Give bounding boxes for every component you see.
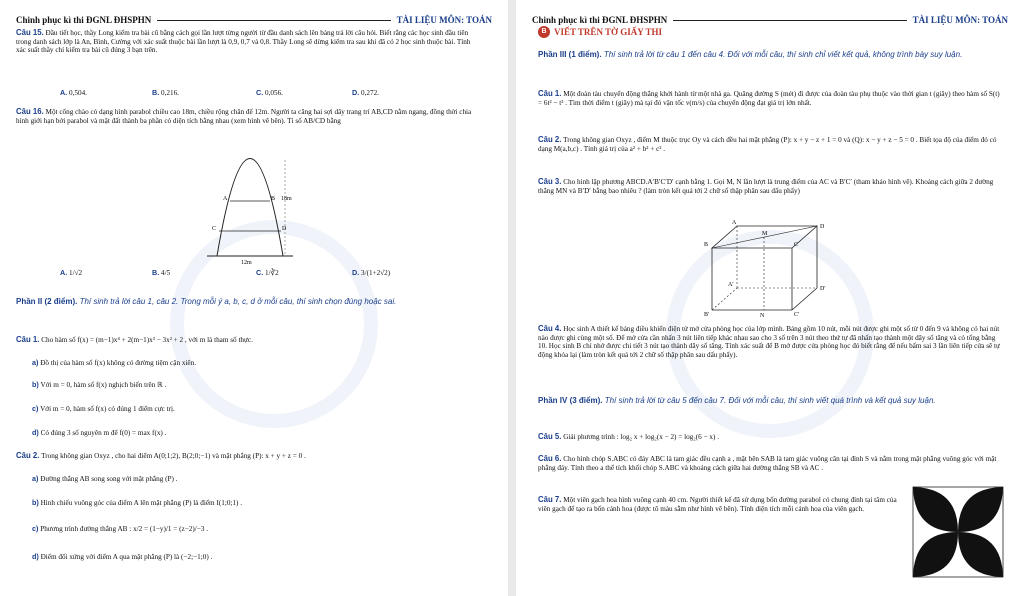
- part2-question-2: Câu 2. Trong không gian Oxyz , cho hai điểm A(0;1;2), B(2;0;−1) và mặt phẳng (P): x + y + z = 0 .: [16, 451, 306, 460]
- label-d: D: [282, 226, 287, 232]
- page-header: [16, 15, 492, 25]
- part4-question-6: Câu 6. Cho hình chóp S.ABC có đáy ABC là tam giác đều cạnh a , mặt bên SAB là tam giác vuông cân tại đỉnh S và nằm trong mặt phẳng vuông góc với mặt phẳng đáy. Tính theo a thể tích khối chóp S.ABC và khoảng cách giữa hai đường thẳng SB và AC .: [538, 454, 997, 472]
- statement-d: d) Có đúng 3 số nguyên m để f(0) = max f(x) .: [32, 428, 167, 437]
- option-d: D. 3/(1+2√2): [352, 268, 391, 277]
- label-width: 12m: [241, 260, 252, 266]
- page-left: [0, 0, 508, 596]
- label-a: A: [732, 220, 737, 226]
- section-banner: [538, 26, 662, 38]
- cube-figure: [702, 218, 832, 318]
- part3-question-2: Câu 2. Trong không gian Oxyz , điểm M thuộc trục Oy và cách đều hai mặt phẳng (P): x + y − z + 1 = 0 và (Q): x − y + z − 5 = 0 . Biết tọa độ của điểm đó có dạng M(a,b,c) . Tính giá trị của a² + b² + c² .: [538, 135, 997, 153]
- label-d1: D': [820, 286, 826, 292]
- label-height: 18m: [281, 196, 292, 202]
- label-c: C: [212, 226, 217, 232]
- statement-d: d) Điểm đối xứng với điểm A qua mặt phẳng (P) là (−2;−1;0) .: [32, 552, 213, 561]
- label-a: A: [223, 196, 228, 202]
- statement-c: c) Phương trình đường thẳng AB : x/2 = (1−y)/1 = (z−2)/−3 .: [32, 524, 209, 533]
- question-16: [16, 108, 476, 125]
- label-b: B: [271, 196, 276, 202]
- header-rule: [157, 20, 390, 21]
- header-rule: [673, 20, 906, 21]
- statement-b: b) Với m = 0, hàm số f(x) nghịch biến trên ℝ .: [32, 380, 167, 389]
- part-4-heading: Phần IV (3 điểm). Thí sinh trả lời từ câu 5 đến câu 7. Đối với mỗi câu, thí sinh viết quá trình và kết quả suy luận.: [538, 396, 936, 405]
- flower-tile-figure: [912, 486, 1004, 578]
- header-right-text: TÀI LIỆU MÔN: TOÁN: [912, 15, 1008, 25]
- label-c: C: [794, 242, 799, 248]
- label-d: D: [820, 224, 825, 230]
- statement-b: b) Hình chiếu vuông góc của điểm A lên mặt phẳng (P) là điểm I(1;0;1) .: [32, 498, 242, 507]
- option-c: C. 0,056.: [256, 88, 283, 97]
- part-2-heading: Phần II (2 điểm). Thí sinh trả lời câu 1, câu 2. Trong mỗi ý a, b, c, d ở mỗi câu, thí sinh chọn đúng hoặc sai.: [16, 297, 397, 306]
- statement-a: a) Đồ thị của hàm số f(x) không có đường tiệm cận xiên.: [32, 358, 197, 367]
- header-left-text: Chinh phục kì thi ĐGNL ĐHSPHN: [16, 15, 152, 25]
- header-right-text: TÀI LIỆU MÔN: TOÁN: [396, 15, 492, 25]
- part3-question-4: Câu 4. Học sinh A thiết kế bảng điều khiển điện tử mở cửa phòng học của lớp mình. Bảng gồm 10 nút, mỗi nút được ghi một số từ 0 đến 9 và không có hai nút nào được ghi cùng một số. Để mở cửa cần nhấn 3 nút liên tiếp khác nhau sao cho 3 số trên 3 nút theo thứ tự đã nhấn tạo thành một dãy số tăng và có tổng bằng 10. Học sinh B chỉ nhớ được chi tiết 3 nút tạo thành dãy số tăng. Tính xác suất để B mở được cửa phòng học đó biết rằng để nếu bấm sai 3 lần liên tiếp cửa sẽ tự động khóa lại (làm tròn kết quả tới 2 chữ số thập phân sau dấu phẩy).: [538, 324, 1000, 359]
- option-a: A. 0,504.: [60, 88, 87, 97]
- banner-text: VIẾT TRÊN TỜ GIẤY THI: [554, 27, 663, 37]
- label-c1: C': [794, 312, 800, 318]
- question-label: Câu 16.: [16, 107, 44, 116]
- label-b: B: [704, 242, 709, 248]
- header-left-text: Chinh phục kì thi ĐGNL ĐHSPHN: [532, 15, 668, 25]
- question-text: Đầu tiết học, thầy Long kiểm tra bài cũ bằng cách gọi lần lượt từng người từ đầu danh sách lên bảng trả lời câu hỏi. Biết rằng các học sinh đầu tiên trong danh sách lớp là An, Bình, Cường với xác suất thuộc bài lần lượt là 0,9, 0,7 và 0,8. Thầy Long sẽ dừng kiểm tra sau khi đã có 2 học sinh thuộc bài. Tính xác suất thầy chỉ kiểm tra bài cũ đúng 3 bạn trên.: [16, 29, 471, 55]
- question-label: Câu 15.: [16, 28, 44, 37]
- parabola-gate-figure: [205, 156, 295, 266]
- label-n: N: [760, 313, 765, 318]
- option-b: B. 0,216.: [152, 88, 179, 97]
- label-a1: A': [728, 282, 734, 288]
- page-right: [516, 0, 1024, 596]
- label-b1: B': [704, 312, 710, 318]
- part3-question-3: Câu 3. Cho hình lập phương ABCD.A′B′C′D′ cạnh bằng 1. Gọi M, N lần lượt là trung điểm của AC và B′C′ (tham khảo hình vẽ). Khoảng cách giữa 2 đường thẳng MN và B′D′ bằng bao nhiêu ? (làm tròn kết quả tới 2 chữ số thập phân sau dấu phẩy): [538, 177, 994, 195]
- option-b: B. 4/5: [152, 268, 171, 277]
- question-text: Một cổng chào có dạng hình parabol chiều cao 18m, chiều rộng chân đế 12m. Người ta căng hai sợi dây trang trí AB,CD nằm ngang, đồng thời chia hình giới hạn bởi parabol và mặt đất thành ba phần có diện tích bằng nhau (xem hình vẽ bên). Tỉ số AB/CD bằng: [16, 108, 472, 125]
- part4-question-5: Câu 5. Giải phương trình : log₂ x + log₂(x − 2) = log₂(6 − x) .: [538, 432, 720, 441]
- part3-question-1: Câu 1. Một đoàn tàu chuyển động thẳng khởi hành từ một nhà ga. Quãng đường S (mét) đi được của đoàn tàu phụ thuộc vào thời gian t (giây) theo hàm số S(t) = 6t² − t³ . Tìm thời điểm t (giây) mà tại đó vận tốc v(m/s) của chuyển động đạt giá trị lớn nhất.: [538, 89, 1000, 107]
- part4-question-7: Câu 7. Một viên gạch hoa hình vuông cạnh 40 cm. Người thiết kế đã sử dụng bốn đường parabol có chung đỉnh tại tâm của viên gạch để tạo ra bốn cánh hoa (được tô màu sẫm như hình vẽ bên). Tính diện tích mỗi cánh hoa của viên gạch.: [538, 495, 897, 513]
- question-15: [16, 29, 476, 55]
- statement-c: c) Với m = 0, hàm số f(x) có đúng 1 điểm cực trị.: [32, 404, 175, 413]
- option-d: D. 0,272.: [352, 88, 379, 97]
- option-c: C. 1/∛2: [256, 268, 279, 277]
- part2-question-1: Câu 1. Cho hàm số f(x) = (m−1)x⁴ + 2(m−1)x³ − 3x² + 2 , với m là tham số thực.: [16, 335, 253, 344]
- label-m: M: [762, 231, 768, 237]
- part-3-heading: Phần III (1 điểm). Thí sinh trả lời từ câu 1 đến câu 4. Đối với mỗi câu, thí sinh chỉ viết kết quả, không trình bày suy luận.: [538, 50, 963, 59]
- option-a: A. 1/√2: [60, 268, 83, 277]
- statement-a: a) Đường thẳng AB song song với mặt phẳng (P) .: [32, 474, 178, 483]
- section-badge: B: [538, 26, 550, 38]
- page-header: [532, 15, 1008, 25]
